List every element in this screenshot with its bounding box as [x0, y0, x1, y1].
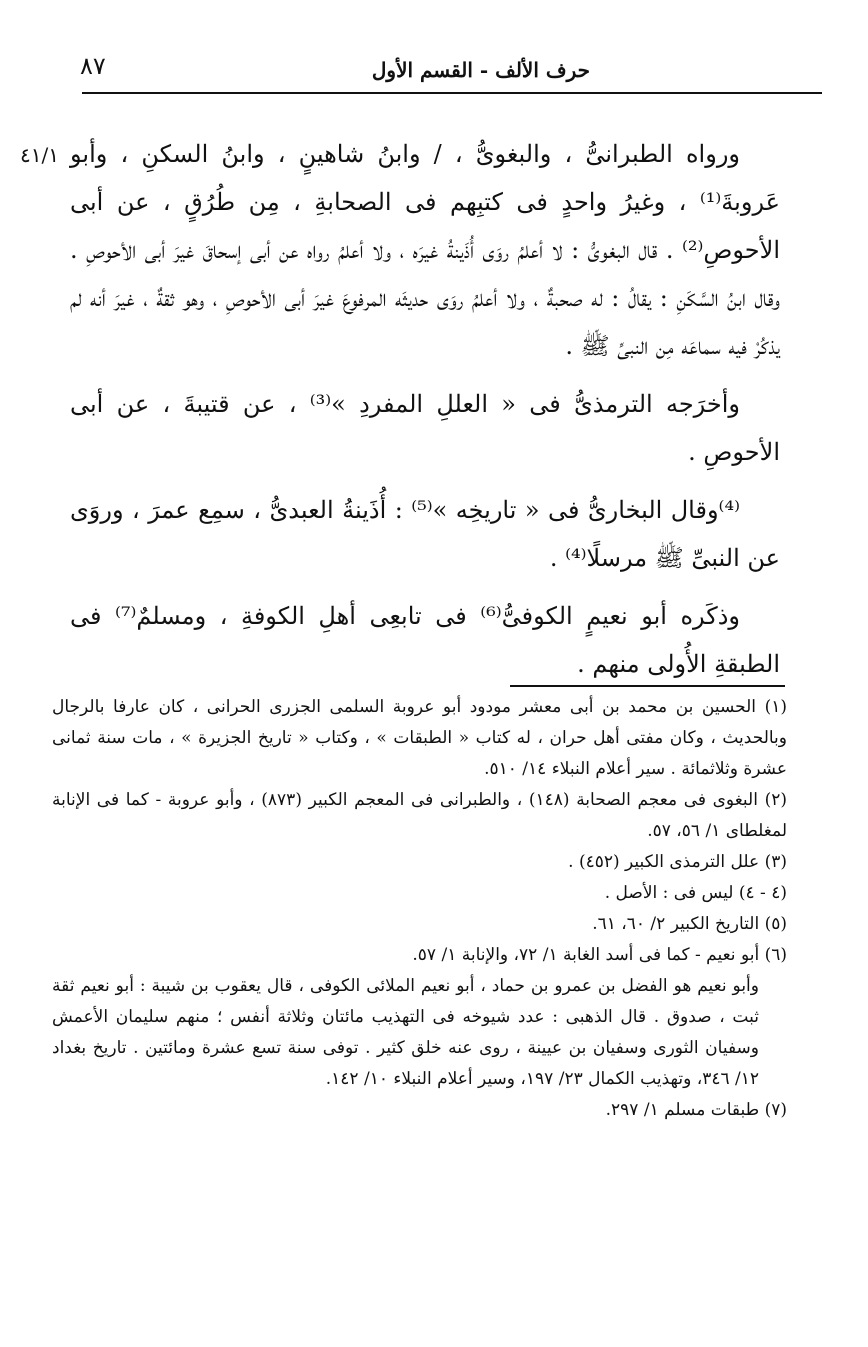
- main-text: [70, 130, 780, 698]
- paragraph: ورواه الطبرانىُّ ، والبغوىُّ ، / وابنُ شاهينٍ ، وابنُ السكنِ ، وأبو عَروبةَ⁽¹⁾ ، وغيرُ واحدٍ فى كتبِهم فى الصحابةِ ، مِن طُرُقٍ ، عن أبى الأحوصِ⁽²⁾ . قال البغوىُّ : لا أعلمُ روَى أُذَينةُ غيرَه ، ولا أعلمُ رواه عن أبى إسحاقَ غيرَ أبى الأحوصِ . وقال ابنُ السَّكَنِ : يقالُ : له صحبةٌ ، ولا أعلمُ روَى حديثَه المرفوعَ غيرَ أبى الأحوصِ ، وهو ثقةٌ ، غيرَ أنه لم يذكُرْ فيه سماعَه مِن النبىِّ ﷺ .: [70, 140, 780, 360]
- footnote: (١) الحسين بن محمد بن أبى معشر مودود أبو عروبة السلمى الجزرى الحرانى ، كان عارفا بالرجال وبالحديث ، وكان مفتى أهل حران ، له كتاب « الطبقات » ، وكتاب « تاريخ الجزيرة » ، مات سنة ثمانى عشرة وثلاثمائة . سير أعلام النبلاء ١٤/ ٥١٠.: [52, 697, 787, 779]
- page-header: [60, 50, 820, 94]
- footnote: (٢) البغوى فى معجم الصحابة (١٤٨) ، والطبرانى فى المعجم الكبير (٨٧٣) ، وأبو عروبة - كما فى الإنابة لمغلطاى ١/ ٥٦، ٥٧.: [52, 790, 787, 841]
- footnote: (٥) التاريخ الكبير ٢/ ٦٠، ٦١.: [592, 914, 787, 934]
- running-title: حرف الألف - القسم الأول: [371, 58, 590, 82]
- footnote: (٣) علل الترمذى الكبير (٤٥٢) .: [568, 852, 787, 872]
- footnote: (٤ - ٤) ليس فى : الأصل .: [604, 883, 787, 903]
- footnote-divider: [510, 685, 785, 687]
- footnote: (٧) طبقات مسلم ١/ ٢٩٧.: [605, 1100, 787, 1120]
- footnote: (٦) أبو نعيم - كما فى أسد الغابة ١/ ٧٢، والإنابة ١/ ٥٧.: [412, 945, 787, 965]
- paragraph: وذكَره أبو نعيمٍ الكوفىُّ⁽⁶⁾ فى تابعِى أهلِ الكوفةِ ، ومسلمٌ⁽⁷⁾ فى الطبقةِ الأُولى منهم .: [70, 602, 780, 678]
- footnote-continuation: وأبو نعيم هو الفضل بن عمرو بن حماد ، أبو نعيم الملائى الكوفى ، قال يعقوب بن شيبة : أبو نعيم ثقة ثبت ، صدوق . قال الذهبى : عدد شيوخه فى التهذيب مائتان وثلاثة أنفس ؛ منهم سليمان الأعمش وسفيان الثورى وسفيان بن عيينة ، روى عنه خلق كثير . توفى سنة تسع عشرة ومائتين . تاريخ بغداد ١٢/ ٣٤٦، وتهذيب الكمال ٢٣/ ١٩٧، وسير أعلام النبلاء ١٠/ ١٤٢.: [52, 976, 759, 1089]
- page-number: ٨٧: [80, 52, 106, 80]
- paragraph: وأخرَجه الترمذىُّ فى « العللِ المفردِ »⁽³⁾ ، عن قتيبةَ ، عن أبى الأحوصِ .: [70, 390, 780, 466]
- paragraph: ⁽⁴⁾وقال البخارىُّ فى « تاريخِه »⁽⁵⁾ : أُذَينةُ العبدىُّ ، سمِع عمرَ ، وروَى عن النبىِّ ﷺ مرسلًا⁽⁴⁾ .: [70, 496, 780, 572]
- footnotes: [52, 692, 787, 1126]
- header-rule: [82, 92, 822, 94]
- margin-reference: ٤١/١: [20, 143, 59, 167]
